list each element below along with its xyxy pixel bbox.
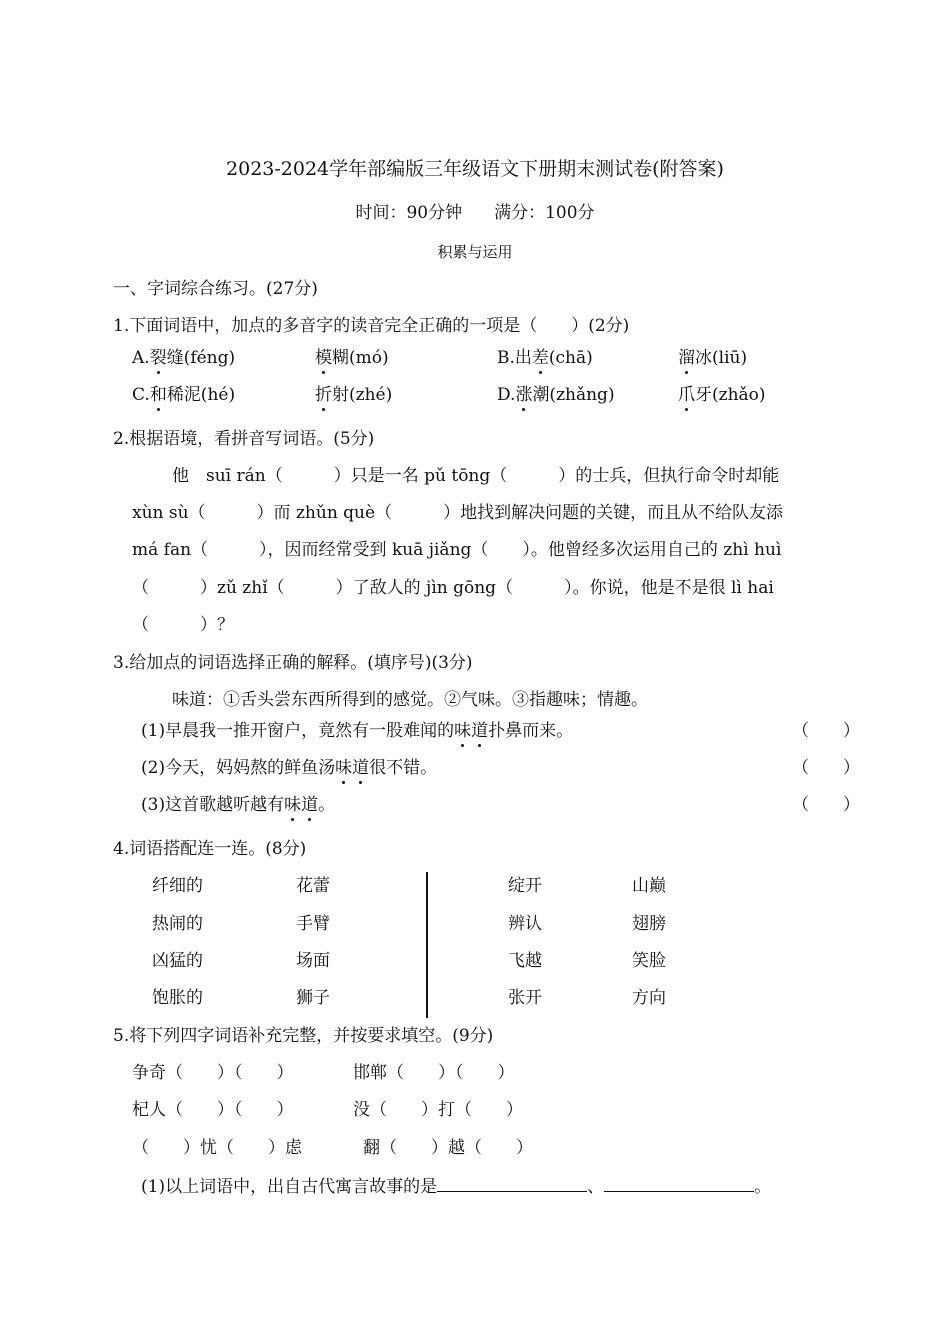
q1-option: 折射(zhé) xyxy=(315,385,393,405)
match-word: 纤细的 xyxy=(152,876,203,896)
match-word: 翅膀 xyxy=(632,914,666,934)
q2-line: xùn sù（ ）而 zhǔn què（ ）地找到解决问题的关键，而且从不给队友添 xyxy=(132,503,784,523)
part1-heading: 一、字词综合练习。(27分) xyxy=(113,279,318,299)
q3-answer-paren: （ ） xyxy=(792,721,860,741)
match-word: 饱胀的 xyxy=(152,988,203,1008)
match-word: 笑脸 xyxy=(632,951,666,971)
idiom-blank: 杞人（ ）（ ） xyxy=(132,1100,294,1120)
idiom-blank: 争奇（ ）（ ） xyxy=(132,1063,294,1083)
match-word: 手臂 xyxy=(296,914,330,934)
match-word: 方向 xyxy=(632,988,666,1008)
q3-item: (3)这首歌越听越有味道。 xyxy=(141,795,336,815)
q5-sub1: (1)以上词语中，出自古代寓言故事的是 、 。 xyxy=(141,1177,772,1197)
q3-answer-paren: （ ） xyxy=(792,758,860,778)
exam-time: 时间：90分钟 xyxy=(355,203,463,223)
match-word: 绽开 xyxy=(508,876,542,896)
match-word: 凶猛的 xyxy=(152,951,203,971)
q2-stem: 2.根据语境，看拼音写词语。(5分) xyxy=(113,429,375,449)
match-word: 狮子 xyxy=(296,988,330,1008)
match-word: 山巅 xyxy=(632,876,666,896)
idiom-blank: （ ）忧（ ）虑 xyxy=(132,1138,302,1158)
q2-line: má fan（ ），因而经常受到 kuā jiǎng（ ）。他曾经多次运用自己的 zhì huì xyxy=(132,540,782,560)
q1-option: C.和稀泥(hé) xyxy=(132,385,236,405)
q1-stem: 1.下面词语中，加点的多音字的读音完全正确的一项是（ ）(2分) xyxy=(113,316,630,336)
q4-stem: 4.词语搭配连一连。(8分) xyxy=(113,839,307,859)
q1-option: 模糊(mó) xyxy=(315,348,389,368)
q1-option: D.涨潮(zhǎng) xyxy=(497,385,615,405)
page-title: 2023-2024学年部编版三年级语文下册期末测试卷(附答案) xyxy=(226,158,724,180)
q3-definition: 味道：①舌头尝东西所得到的感觉。②气味。③指趣味；情趣。 xyxy=(172,690,648,710)
q3-item: (1)早晨我一推开窗户，竟然有一股难闻的味道扑鼻而来。 xyxy=(141,721,574,741)
divider-line xyxy=(426,872,428,1018)
match-word: 辨认 xyxy=(508,914,542,934)
q1-option: 爪牙(zhǎo) xyxy=(678,385,766,405)
q1-option: A.裂缝(féng) xyxy=(132,348,236,368)
match-word: 场面 xyxy=(296,951,330,971)
answer-blank[interactable] xyxy=(437,1177,587,1192)
idiom-blank: 翻（ ）越（ ） xyxy=(363,1138,533,1158)
q1-option: 溜冰(liū) xyxy=(678,348,748,368)
q3-stem: 3.给加点的词语选择正确的解释。(填序号)(3分) xyxy=(113,653,473,673)
idiom-blank: 邯郸（ ）（ ） xyxy=(353,1063,515,1083)
idiom-blank: 没（ ）打（ ） xyxy=(353,1100,523,1120)
match-word: 张开 xyxy=(508,988,542,1008)
q5-stem: 5.将下列四字词语补充完整，并按要求填空。(9分) xyxy=(113,1026,494,1046)
section-title: 积累与运用 xyxy=(437,243,513,261)
exam-meta xyxy=(0,205,950,222)
q2-line: （ ）zǔ zhǐ（ ）了敌人的 jìn gōng（ ）。你说，他是不是很 lì hai xyxy=(132,578,774,598)
match-word: 飞越 xyxy=(508,951,542,971)
exam-score: 满分：100分 xyxy=(494,203,595,223)
match-word: 花蕾 xyxy=(296,876,330,896)
q1-option: B.出差(chā) xyxy=(497,348,593,368)
q3-answer-paren: （ ） xyxy=(792,795,860,815)
q3-item: (2)今天，妈妈熬的鲜鱼汤味道很不错。 xyxy=(141,758,438,778)
q2-line: 他 suī rán（ ）只是一名 pǔ tōng（ ）的士兵，但执行命令时却能 xyxy=(172,466,780,486)
q2-line: （ ）？ xyxy=(132,615,234,635)
answer-blank[interactable] xyxy=(604,1177,754,1192)
match-word: 热闹的 xyxy=(152,914,203,934)
